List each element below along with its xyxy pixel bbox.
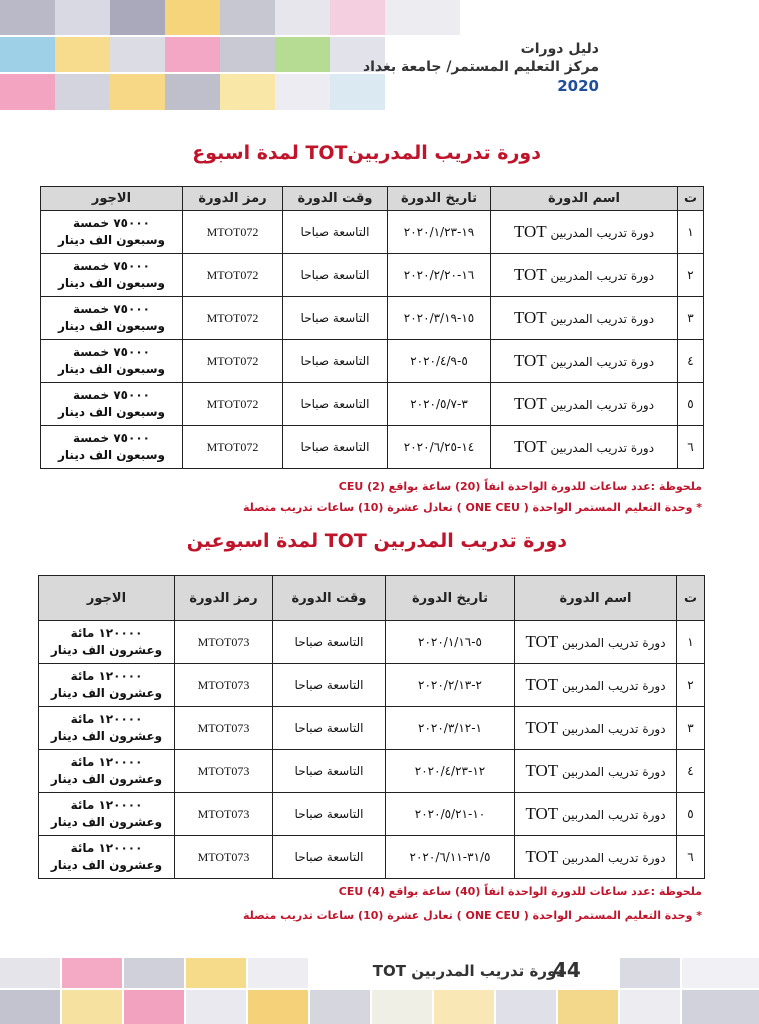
fee-words: وسبعون الف دينار: [58, 276, 165, 290]
table-header-row: [41, 187, 704, 211]
page-number: 44: [553, 958, 581, 982]
cell-course-name: [515, 664, 677, 707]
table-row: [41, 340, 704, 383]
cell-index: ٦: [677, 836, 705, 879]
cell-course-name: [491, 254, 678, 297]
course-date-text: ١٠-٢٠٢٠/٥/٢١: [414, 807, 486, 821]
table-row: [41, 254, 704, 297]
table-row: [41, 383, 704, 426]
course-date-text: ١٢-٢٠٢٠/٤/٢٣: [414, 764, 486, 778]
course-abbrev: TOT: [513, 394, 547, 413]
cell-course-time: التاسعة صباحا: [283, 383, 388, 426]
course-abbrev: TOT: [525, 761, 559, 780]
center-name: مركز التعليم المستمر/ جامعة بغداد: [362, 59, 599, 75]
cell-course-time: التاسعة صباحا: [273, 793, 386, 836]
cell-index: ١: [678, 211, 704, 254]
fee-words: وعشرون الف دينار: [50, 686, 163, 700]
col-header-course-name: اسم الدورة: [515, 576, 677, 621]
fee-amount: ٧٥٠٠٠ خمسة: [73, 345, 150, 359]
cell-index: ٥: [678, 383, 704, 426]
course-name-text: دورة تدريب المدربين: [562, 808, 666, 822]
course-date-text: ١٦-٢٠٢٠/٢/٢٠: [403, 268, 475, 282]
course-abbrev: TOT: [525, 847, 559, 866]
table-row: [41, 426, 704, 469]
table-row: [39, 793, 705, 836]
col-header-course-code: رمز الدورة: [175, 576, 273, 621]
fee-amount: ١٢٠٠٠٠ مائة: [70, 669, 143, 683]
cell-index: ٢: [678, 254, 704, 297]
course-date-text: ١٥-٢٠٢٠/٣/١٩: [403, 311, 475, 325]
cell-fee: [39, 750, 175, 793]
cell-course-code: MTOT073: [175, 621, 273, 664]
course-abbrev: TOT: [525, 632, 559, 651]
fee-amount: ٧٥٠٠٠ خمسة: [73, 259, 150, 273]
course-name-text: دورة تدريب المدربين: [562, 765, 666, 779]
cell-index: ٣: [677, 707, 705, 750]
note-ceu-two-weeks: * وحدة التعليم المستمر الواحدة ( ONE CEU ) تعادل عشرة (10) ساعات تدريب متصلة: [243, 909, 702, 922]
cell-index: ٥: [677, 793, 705, 836]
course-date-text: ١-٢٠٢٠/٣/١٢: [418, 721, 482, 735]
cell-fee: [39, 836, 175, 879]
cell-course-date: [388, 340, 491, 383]
cell-fee: [39, 707, 175, 750]
table-row: [39, 750, 705, 793]
fee-amount: ١٢٠٠٠٠ مائة: [70, 755, 143, 769]
fee-amount: ١٢٠٠٠٠ مائة: [70, 798, 143, 812]
cell-course-time: التاسعة صباحا: [273, 621, 386, 664]
cell-index: ٦: [678, 426, 704, 469]
col-header-fee: الاجور: [41, 187, 183, 211]
cell-course-name: [515, 750, 677, 793]
cell-course-time: التاسعة صباحا: [283, 297, 388, 340]
fee-words: وعشرون الف دينار: [50, 815, 163, 829]
col-header-index: ت: [677, 576, 705, 621]
cell-course-code: MTOT073: [175, 793, 273, 836]
table-row: [41, 211, 704, 254]
cell-course-date: [388, 211, 491, 254]
fee-amount: ١٢٠٠٠٠ مائة: [70, 626, 143, 640]
fee-words: وعشرون الف دينار: [50, 643, 163, 657]
cell-course-code: MTOT073: [175, 664, 273, 707]
cell-course-code: MTOT072: [183, 297, 283, 340]
fee-amount: ٧٥٠٠٠ خمسة: [73, 216, 150, 230]
cell-fee: [39, 793, 175, 836]
cell-index: ٢: [677, 664, 705, 707]
fee-words: وسبعون الف دينار: [58, 362, 165, 376]
course-abbrev: TOT: [513, 222, 547, 241]
cell-course-time: التاسعة صباحا: [283, 426, 388, 469]
cell-course-code: MTOT072: [183, 426, 283, 469]
cell-course-code: MTOT072: [183, 254, 283, 297]
cell-index: ٤: [678, 340, 704, 383]
course-name-text: دورة تدريب المدربين: [562, 851, 666, 865]
fee-words: وسبعون الف دينار: [58, 233, 165, 247]
cell-course-date: [386, 836, 515, 879]
section-title-one-week: دورة تدريب المدربينTOT لمدة اسبوع: [192, 142, 541, 164]
cell-course-time: التاسعة صباحا: [273, 750, 386, 793]
cell-course-name: [491, 340, 678, 383]
cell-index: ٣: [678, 297, 704, 340]
note-hours-one-week: ملحوظة :عدد ساعات للدورة الواحدة انفاً (20) ساعة بواقع (2) CEU: [338, 480, 702, 493]
note-ceu-one-week: * وحدة التعليم المستمر الواحدة ( ONE CEU ) تعادل عشرة (10) ساعات تدريب متصلة: [243, 501, 702, 514]
course-table-two-weeks: [38, 575, 705, 879]
cell-course-code: MTOT073: [175, 750, 273, 793]
course-table-one-week: [40, 186, 704, 469]
cell-course-name: [491, 211, 678, 254]
cell-course-date: [386, 707, 515, 750]
cell-course-time: التاسعة صباحا: [273, 836, 386, 879]
cell-course-time: التاسعة صباحا: [283, 254, 388, 297]
table-header-row: [39, 576, 705, 621]
cell-fee: [39, 621, 175, 664]
cell-course-code: MTOT073: [175, 836, 273, 879]
course-abbrev: TOT: [525, 675, 559, 694]
cell-index: ٤: [677, 750, 705, 793]
course-date-text: ٥-٢٠٢٠/٤/٩: [410, 354, 468, 368]
cell-course-date: [388, 383, 491, 426]
cell-course-date: [386, 750, 515, 793]
col-header-course-date: تاريخ الدورة: [388, 187, 491, 211]
cell-course-code: MTOT072: [183, 340, 283, 383]
fee-amount: ٧٥٠٠٠ خمسة: [73, 388, 150, 402]
course-abbrev: TOT: [525, 804, 559, 823]
cell-course-date: [386, 793, 515, 836]
course-date-text: ٣١/٥-٢٠٢٠/٦/١١: [409, 850, 491, 864]
course-name-text: دورة تدريب المدربين: [550, 398, 655, 412]
table-row: [39, 664, 705, 707]
cell-fee: [41, 383, 183, 426]
cell-course-name: [491, 383, 678, 426]
cell-index: ١: [677, 621, 705, 664]
course-name-text: دورة تدريب المدربين: [550, 441, 655, 455]
fee-words: وعشرون الف دينار: [50, 772, 163, 786]
course-date-text: ١٩-٢٠٢٠/١/٢٣: [403, 225, 475, 239]
cell-course-date: [388, 254, 491, 297]
section-title-two-weeks: دورة تدريب المدربين TOT لمدة اسبوعين: [186, 530, 567, 552]
table-row: [39, 707, 705, 750]
course-name-text: دورة تدريب المدربين: [550, 355, 655, 369]
course-name-text: دورة تدريب المدربين: [562, 636, 666, 650]
col-header-course-code: رمز الدورة: [183, 187, 283, 211]
fee-amount: ١٢٠٠٠٠ مائة: [70, 841, 143, 855]
course-name-text: دورة تدريب المدربين: [562, 722, 666, 736]
cell-course-time: التاسعة صباحا: [283, 211, 388, 254]
cell-course-date: [386, 664, 515, 707]
cell-course-code: MTOT072: [183, 383, 283, 426]
col-header-index: ت: [678, 187, 704, 211]
table-row: [39, 621, 705, 664]
page-header: [363, 40, 599, 96]
course-abbrev: TOT: [513, 308, 547, 327]
course-date-text: ٥-٢٠٢٠/١/١٦: [418, 635, 482, 649]
course-name-text: دورة تدريب المدربين: [550, 269, 655, 283]
course-name-text: دورة تدريب المدربين: [550, 226, 655, 240]
table-row: [39, 836, 705, 879]
col-header-course-name: اسم الدورة: [491, 187, 678, 211]
fee-words: وعشرون الف دينار: [50, 729, 163, 743]
fee-words: وسبعون الف دينار: [58, 319, 165, 333]
cell-course-code: MTOT073: [175, 707, 273, 750]
fee-amount: ٧٥٠٠٠ خمسة: [73, 431, 150, 445]
cell-course-name: [491, 297, 678, 340]
cell-course-date: [388, 426, 491, 469]
course-abbrev: TOT: [513, 437, 547, 456]
cell-fee: [41, 340, 183, 383]
cell-course-name: [515, 621, 677, 664]
fee-words: وسبعون الف دينار: [58, 448, 165, 462]
fee-amount: ٧٥٠٠٠ خمسة: [73, 302, 150, 316]
fee-words: وسبعون الف دينار: [58, 405, 165, 419]
cell-course-name: [515, 836, 677, 879]
cell-course-date: [386, 621, 515, 664]
guide-title: دليل دورات: [520, 41, 599, 57]
year-label: 2020: [557, 77, 599, 95]
col-header-course-time: وقت الدورة: [283, 187, 388, 211]
cell-course-date: [388, 297, 491, 340]
cell-course-name: [491, 426, 678, 469]
course-name-text: دورة تدريب المدربين: [550, 312, 655, 326]
fee-amount: ١٢٠٠٠٠ مائة: [70, 712, 143, 726]
cell-fee: [41, 426, 183, 469]
cell-course-code: MTOT072: [183, 211, 283, 254]
cell-course-time: التاسعة صباحا: [273, 664, 386, 707]
cell-course-time: التاسعة صباحا: [273, 707, 386, 750]
cell-fee: [41, 254, 183, 297]
col-header-fee: الاجور: [39, 576, 175, 621]
course-date-text: ١٤-٢٠٢٠/٦/٢٥: [403, 440, 475, 454]
course-abbrev: TOT: [525, 718, 559, 737]
cell-fee: [41, 211, 183, 254]
table-row: [41, 297, 704, 340]
course-name-text: دورة تدريب المدربين: [562, 679, 666, 693]
note-hours-two-weeks: ملحوظة :عدد ساعات للدورة الواحدة انفاً (40) ساعة بواقع (4) CEU: [338, 885, 702, 898]
cell-fee: [41, 297, 183, 340]
cell-course-name: [515, 707, 677, 750]
fee-words: وعشرون الف دينار: [50, 858, 163, 872]
course-date-text: ٢-٢٠٢٠/٢/١٣: [418, 678, 482, 692]
course-abbrev: TOT: [513, 351, 547, 370]
course-abbrev: TOT: [513, 265, 547, 284]
col-header-course-date: تاريخ الدورة: [386, 576, 515, 621]
course-date-text: ٣-٢٠٢٠/٥/٧: [410, 397, 468, 411]
footer-title: دورة تدريب المدربين TOT: [372, 962, 564, 980]
cell-course-name: [515, 793, 677, 836]
col-header-course-time: وقت الدورة: [273, 576, 386, 621]
cell-course-time: التاسعة صباحا: [283, 340, 388, 383]
cell-fee: [39, 664, 175, 707]
